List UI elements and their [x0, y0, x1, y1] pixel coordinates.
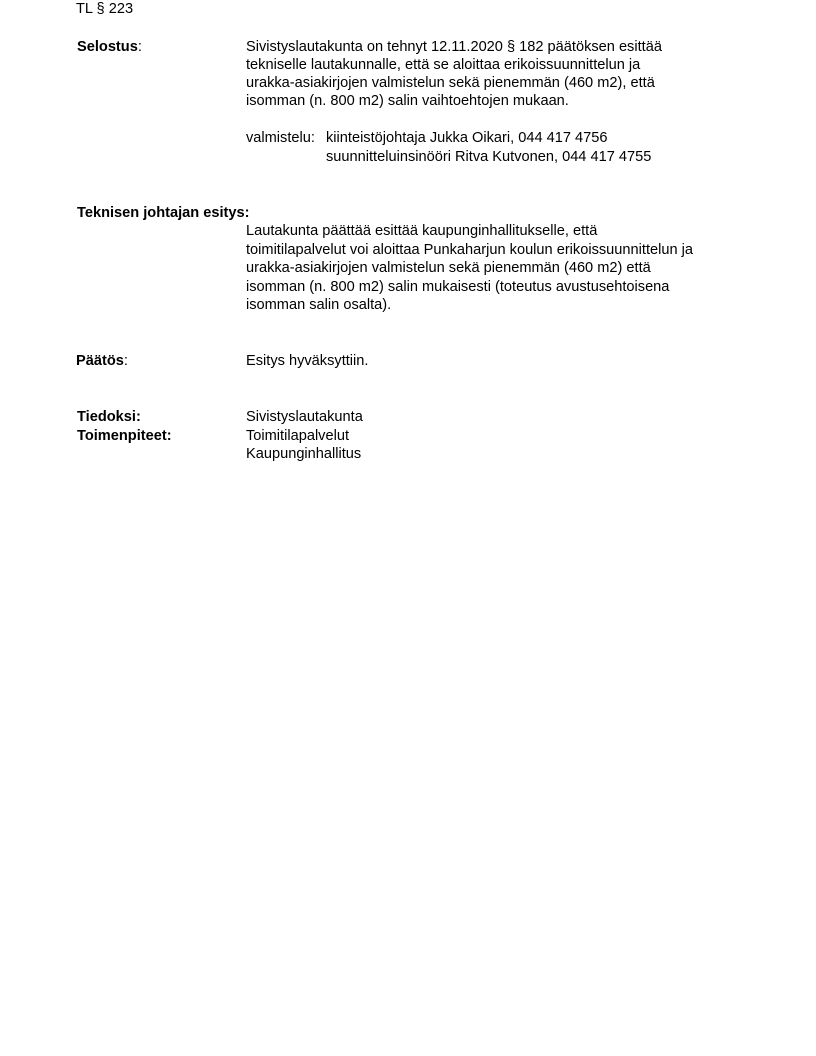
selostus-line: tekniselle lautakunnalle, että se aloittaa erikoissuunnittelun ja: [246, 57, 641, 73]
esitys-line: urakka-asiakirjojen valmistelun sekä pienemmän (460 m2) että: [246, 260, 651, 276]
toimenpiteet-value: Kaupunginhallitus: [246, 446, 362, 462]
selostus-line: Sivistyslautakunta on tehnyt 12.11.2020 § 182 päätöksen esittää: [246, 39, 662, 55]
paatos-text: Esitys hyväksyttiin.: [246, 353, 369, 369]
selostus-label: Selostus: [77, 39, 138, 55]
selostus-line: isomman (n. 800 m2) salin vaihtoehtojen mukaan.: [246, 93, 569, 109]
selostus-colon: :: [137, 39, 142, 55]
tiedoksi-label: Tiedoksi:: [77, 409, 141, 425]
esitys-line: isomman (n. 800 m2) salin mukaisesti (toteutus avustusehtoisena: [246, 279, 670, 295]
valmistelu-contact: kiinteistöjohtaja Jukka Oikari, 044 417 4756: [326, 130, 608, 146]
section-reference: TL § 223: [76, 1, 134, 17]
selostus-heading: [77, 38, 142, 56]
esitys-label: Teknisen johtajan esitys:: [77, 205, 250, 221]
valmistelu-label: valmistelu:: [246, 130, 315, 146]
paatos-heading: [76, 352, 128, 370]
esitys-line: toimitilapalvelut voi aloittaa Punkaharjun koulun erikoissuunnittelun ja: [246, 242, 693, 258]
toimenpiteet-label: Toimenpiteet:: [77, 428, 172, 444]
paatos-label: Päätös: [76, 353, 124, 369]
toimenpiteet-value: Toimitilapalvelut: [246, 428, 350, 444]
paatos-colon: :: [123, 353, 128, 369]
valmistelu-contact: suunnitteluinsinööri Ritva Kutvonen, 044 417 4755: [326, 149, 652, 165]
selostus-line: urakka-asiakirjojen valmistelun sekä pienemmän (460 m2), että: [246, 75, 655, 91]
tiedoksi-value: Sivistyslautakunta: [246, 409, 363, 425]
esitys-line: isomman salin osalta).: [246, 297, 392, 313]
esitys-line: Lautakunta päättää esittää kaupunginhallitukselle, että: [246, 223, 598, 239]
